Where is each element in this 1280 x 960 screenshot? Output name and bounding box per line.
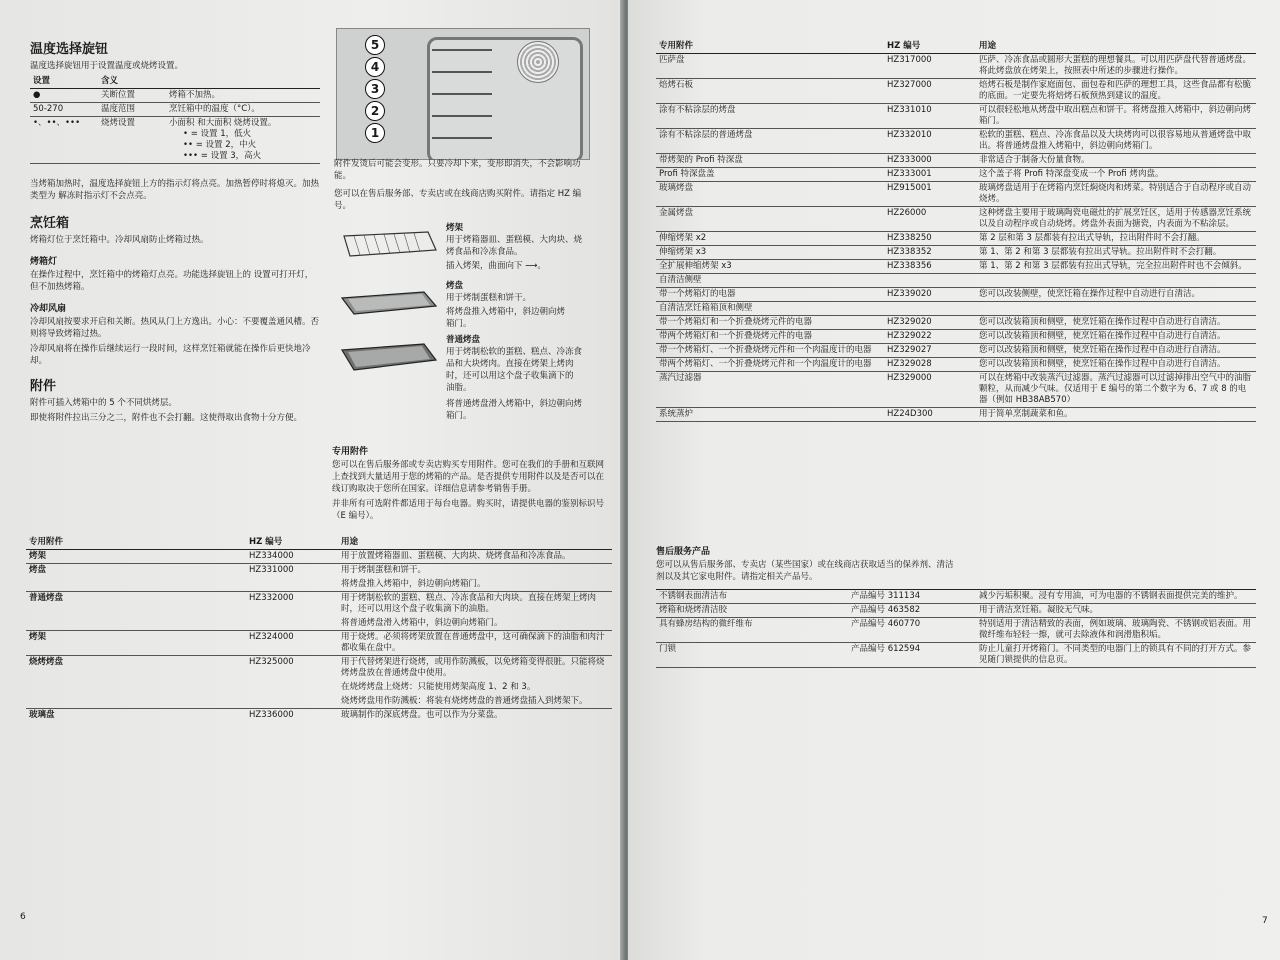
service-product-name: 具有蜂房结构的微纤维布 bbox=[656, 618, 848, 643]
accessory-name: 伸缩烤架 x2 bbox=[656, 232, 884, 246]
level-1-label: 1 bbox=[365, 123, 385, 143]
accessory-line: 时，还可以用这个盘子收集滴下的 bbox=[446, 371, 574, 381]
product-code: 产品编号 463582 bbox=[848, 604, 976, 618]
col-accessory: 专用附件 bbox=[656, 40, 884, 54]
use-line: 将普通烤盘滑入烤箱中，斜边朝向烤箱门。 bbox=[341, 618, 503, 628]
setting-desc: 烤箱不加热。 bbox=[166, 89, 320, 103]
hz-number: HZ332000 bbox=[246, 592, 338, 631]
accessory-universal-pan bbox=[446, 334, 596, 422]
accessory-name: 烤架 bbox=[26, 550, 246, 564]
col-use: 用途 bbox=[976, 40, 1256, 54]
accessory-use: 非常适合于制备大份量食物。 bbox=[976, 154, 1256, 168]
hz-number: HZ329028 bbox=[884, 358, 976, 372]
table-row bbox=[656, 358, 1256, 372]
temperature-intro: 温度选择旋钮用于设置温度或烧烤设置。 bbox=[30, 61, 184, 71]
accessory-name: 伸缩烤架 x3 bbox=[656, 246, 884, 260]
hz-number: HZ327000 bbox=[884, 79, 976, 104]
page-number-right: 7 bbox=[1262, 916, 1268, 926]
setting-desc bbox=[166, 117, 320, 164]
accessory-line: 油脂。 bbox=[446, 383, 472, 393]
accessory-name: 带一个烤箱灯、一个折叠烧烤元件和一个肉温度计的电器 bbox=[656, 344, 884, 358]
service-row bbox=[656, 590, 1256, 604]
accessory-name: 玻璃烤盘 bbox=[656, 182, 884, 207]
accessory-line: 箱门。 bbox=[446, 319, 472, 329]
table-row bbox=[656, 260, 1256, 274]
level-2-label: 2 bbox=[365, 101, 385, 121]
accessory-name: 涂有不粘涂层的普通烤盘 bbox=[656, 129, 884, 154]
setting-name: 烧烤设置 bbox=[98, 117, 166, 164]
lamp-text: 在操作过程中，烹饪箱中的烤箱灯点亮。功能选择旋钮上的 设置可打开灯，但不加热烤箱。 bbox=[30, 270, 314, 292]
accessory-line: 箱门。 bbox=[446, 411, 472, 421]
hz-number: HZ331000 bbox=[246, 564, 338, 592]
hz-number bbox=[884, 302, 976, 316]
accessory-use: 这个盖子将 Profi 特深盘变成一个 Profi 烤肉盘。 bbox=[976, 168, 1256, 182]
accessory-notes bbox=[334, 158, 590, 215]
temperature-note: 当烤箱加热时，温度选择旋钮上方的指示灯将点亮。加热暂停时将熄灭。加热类型为 解冻时指示灯不会点亮。 bbox=[30, 179, 320, 201]
table-row bbox=[26, 709, 612, 723]
table-row bbox=[26, 656, 612, 709]
table-row bbox=[656, 316, 1256, 330]
table-row bbox=[656, 182, 1256, 207]
product-code: 产品编号 460770 bbox=[848, 618, 976, 643]
level-4-label: 4 bbox=[365, 57, 385, 77]
hz-number: HZ333001 bbox=[884, 168, 976, 182]
buy-note: 您可以在售后服务部、专卖店或在线商店购买附件。请指定 HZ 编号。 bbox=[334, 189, 582, 211]
level-3-label: 3 bbox=[365, 79, 385, 99]
accessory-name: 匹萨盘 bbox=[656, 54, 884, 79]
accessory-use: 您可以改装箱顶和侧壁，使烹饪箱在操作过程中自动进行自清洁。 bbox=[976, 316, 1256, 330]
oven-levels-illustration bbox=[336, 28, 590, 160]
service-product-use: 减少污垢积聚。浸有专用油，可为电器的不锈钢表面提供完美的维护。 bbox=[976, 590, 1256, 604]
accessory-name: 普通烤盘 bbox=[26, 592, 246, 631]
service-title: 售后服务产品 bbox=[656, 547, 711, 557]
hz-number: HZ338356 bbox=[884, 260, 976, 274]
accessory-name: 带烤架的 Profi 特深盘 bbox=[656, 154, 884, 168]
right-accessory-table bbox=[656, 40, 1256, 422]
accessory-use: 松软的蛋糕、糕点、冷冻食品以及大块烤肉可以很容易地从普通烤盘中取出。将普通烤盘推入烤箱中，斜边朝向烤箱门。 bbox=[976, 129, 1256, 154]
table-row bbox=[656, 129, 1256, 154]
table-row bbox=[656, 274, 1256, 288]
hz-number: HZ339020 bbox=[884, 288, 976, 302]
grill-area-text: 小面积 和大面积 烧烤设置。 bbox=[169, 118, 277, 128]
service-section bbox=[656, 544, 1256, 668]
service-product-use: 防止儿童打开烤箱门。不同类型的电器门上的锁具有不同的打开方式。参见随门锁提供的信息页。 bbox=[976, 643, 1256, 668]
accessory-name: 系统蒸炉 bbox=[656, 408, 884, 422]
accessory-use: 玻璃制作的深底烤盘。也可以作为分菜盘。 bbox=[341, 710, 503, 720]
table-row bbox=[656, 168, 1256, 182]
hz-number bbox=[884, 274, 976, 288]
accessory-use: 您可以改装箱顶和侧壁，使烹饪箱在操作过程中自动进行自清洁。 bbox=[976, 330, 1256, 344]
setting-symbol: 50-270 bbox=[30, 103, 98, 117]
hz-number: HZ332010 bbox=[884, 129, 976, 154]
accessory-use: 您可以改装箱顶和侧壁，使烹饪箱在操作过程中自动进行自清洁。 bbox=[976, 344, 1256, 358]
table-row bbox=[656, 246, 1256, 260]
table-row bbox=[26, 564, 612, 592]
special-accessories-section bbox=[332, 436, 608, 525]
hz-number: HZ324000 bbox=[246, 631, 338, 656]
accessory-line: 用于烤制松软的蛋糕、糕点、冷冻食 bbox=[446, 347, 583, 357]
accessory-use: 第 1、第 2 和第 3 层都装有拉出式导轨，完全拉出附件时也不会倾斜。 bbox=[976, 260, 1256, 274]
accessory-line: 将烤盘推入烤箱中，斜边朝向烤 bbox=[446, 307, 566, 317]
accessory-line: 品和大块烤肉。直接在烤架上烤肉 bbox=[446, 359, 574, 369]
col-meaning: 含义 bbox=[98, 75, 320, 89]
table-row bbox=[656, 154, 1256, 168]
accessory-name: 烤架 bbox=[446, 223, 464, 233]
hz-number: HZ338352 bbox=[884, 246, 976, 260]
table-row bbox=[26, 592, 612, 631]
table-row bbox=[26, 631, 612, 656]
table-row bbox=[656, 330, 1256, 344]
accessory-use: 第 2 层和第 3 层都装有拉出式导轨，拉出附件时不会打翻。 bbox=[976, 232, 1256, 246]
hz-number: HZ24D300 bbox=[884, 408, 976, 422]
service-product-name: 不锈钢表面清洁布 bbox=[656, 590, 848, 604]
grill-level: • = 设置 1，低火 bbox=[183, 129, 252, 139]
accessory-name: 带一个烤箱灯和一个折叠烧烤元件的电器 bbox=[656, 316, 884, 330]
col-hz: HZ 编号 bbox=[246, 536, 338, 550]
accessory-name: 带一个烤箱灯的电器 bbox=[656, 288, 884, 302]
accessory-name: 自清洁烹饪箱箱顶和侧壁 bbox=[656, 302, 884, 316]
use-line: 在烧烤烤盘上烧烤：只能使用烤架高度 1、2 和 3。 bbox=[341, 682, 536, 692]
service-row bbox=[656, 618, 1256, 643]
hz-number: HZ915001 bbox=[884, 182, 976, 207]
table-row bbox=[30, 117, 320, 164]
left-page bbox=[0, 0, 624, 960]
accessory-name: 金属烤盘 bbox=[656, 207, 884, 232]
service-row bbox=[656, 604, 1256, 618]
cavity-intro: 烤箱灯位于烹饪箱中。冷却风扇防止烤箱过热。 bbox=[30, 235, 209, 245]
use-line: 用于烤制松软的蛋糕、糕点、冷冻食品和大肉块。直接在烤架上烤肉时，还可以用这个盘子收集滴下的油脂。 bbox=[341, 593, 597, 614]
col-hz: HZ 编号 bbox=[884, 40, 976, 54]
deform-note: 附件发烫后可能会变形。只要冷却下来，变形即消失，不会影响功能。 bbox=[334, 159, 581, 181]
setting-desc: 烹饪箱中的温度（°C）。 bbox=[166, 103, 320, 117]
accessory-use: 焙烤石板是制作家庭面包、面包卷和匹萨的理想工具，这些食品都有松脆的底面。一定要先将焙烤石板预热到建议的温度。 bbox=[976, 79, 1256, 104]
level-5-label: 5 bbox=[365, 35, 385, 55]
table-row bbox=[656, 232, 1256, 246]
table-row bbox=[656, 302, 1256, 316]
table-row bbox=[656, 288, 1256, 302]
accessory-use: 可以很轻松地从烤盘中取出糕点和饼干。将烤盘推入烤箱中，斜边朝向烤箱门。 bbox=[976, 104, 1256, 129]
col-use: 用途 bbox=[338, 536, 612, 550]
service-product-name: 门锁 bbox=[656, 643, 848, 668]
accessories-text-1: 附件可插入烤箱中的 5 个不同烘烤层。 bbox=[30, 398, 177, 408]
accessory-name: 玻璃盘 bbox=[29, 710, 55, 720]
baking-tray-image bbox=[336, 284, 440, 320]
accessory-name: 焙烤石板 bbox=[656, 79, 884, 104]
table-row bbox=[656, 372, 1256, 408]
accessory-use bbox=[338, 656, 612, 709]
accessory-use bbox=[338, 592, 612, 631]
grill-level: •• = 设置 2，中火 bbox=[183, 140, 257, 150]
special-accessories-title: 专用附件 bbox=[332, 447, 369, 457]
setting-name: 关断位置 bbox=[98, 89, 166, 103]
temperature-title: 温度选择旋钮 bbox=[30, 42, 109, 57]
accessory-use: 第 1、第 2 和第 3 层都装有拉出式导轨。拉出附件时不会打翻。 bbox=[976, 246, 1256, 260]
accessory-use bbox=[976, 302, 1256, 316]
service-product-name: 烤箱和烧烤清洁胶 bbox=[656, 604, 848, 618]
accessory-name: 带两个烤箱灯和一个折叠烧烤元件的电器 bbox=[656, 330, 884, 344]
accessory-name: 普通烤盘 bbox=[446, 335, 481, 345]
accessory-use: 可以在烤箱中改装蒸汽过滤器。蒸汽过滤器可以过滤掉排出空气中的油脂颗粒，从而减少气味。仅适用于 E 编号的第二个数字为 6、7 或 8 的电器（例如 HB38AB570） bbox=[976, 372, 1256, 408]
table-row bbox=[656, 104, 1256, 129]
accessory-use: 匹萨、冷冻食品或圆形大蛋糕的理想餐具。可以用匹萨盘代替普通烤盘。将此烤盘放在烤架上，按照表中所述的步骤进行操作。 bbox=[976, 54, 1256, 79]
grill-level: ••• = 设置 3，高火 bbox=[183, 151, 262, 161]
accessory-name: 烤架 bbox=[26, 631, 246, 656]
col-accessory: 专用附件 bbox=[26, 536, 246, 550]
accessory-use: 您可以改装箱顶和侧壁，使烹饪箱在操作过程中自动进行自清洁。 bbox=[976, 358, 1256, 372]
table-row bbox=[656, 54, 1256, 79]
hz-number: HZ334000 bbox=[246, 550, 338, 564]
accessory-name: 自清洁侧壁 bbox=[656, 274, 884, 288]
table-row bbox=[656, 344, 1256, 358]
setting-symbol: ● bbox=[30, 89, 98, 103]
hz-number: HZ26000 bbox=[884, 207, 976, 232]
hz-number: HZ325000 bbox=[246, 656, 338, 709]
hz-number: HZ329022 bbox=[884, 330, 976, 344]
universal-pan-image bbox=[336, 338, 440, 374]
hz-number: HZ329000 bbox=[884, 372, 976, 408]
wire-rack-image bbox=[336, 226, 440, 262]
hz-number: HZ331010 bbox=[884, 104, 976, 129]
accessories-text-2: 即使将附件拉出三分之二，附件也不会打翻。这使得取出食物十分方便。 bbox=[30, 413, 303, 423]
accessory-name: 烧烤烤盘 bbox=[26, 656, 246, 709]
use-line: 用于烤制蛋糕和饼干。 bbox=[341, 565, 427, 575]
accessory-line: 烤食品和冷冻食品。 bbox=[446, 247, 523, 257]
accessory-line: 将普通烤盘滑入烤箱中，斜边朝向烤 bbox=[446, 399, 583, 409]
lamp-title: 烤箱灯 bbox=[30, 257, 58, 267]
table-row bbox=[656, 79, 1256, 104]
table-row bbox=[656, 408, 1256, 422]
fan-text-1: 冷却风扇按要求开启和关断。热风从门上方逸出。小心：不要覆盖通风槽。否则将导致烤箱过热。 bbox=[30, 317, 320, 339]
table-row bbox=[30, 89, 320, 103]
accessory-use: 您可以改装侧壁，使烹饪箱在操作过程中自动进行自清洁。 bbox=[976, 288, 1256, 302]
accessory-line: 用于烤制蛋糕和饼干。 bbox=[446, 293, 532, 303]
accessory-rack bbox=[446, 222, 596, 272]
accessory-name: 带两个烤箱灯、一个折叠烧烤元件和一个肉温度计的电器 bbox=[656, 358, 884, 372]
right-page bbox=[628, 0, 1280, 960]
accessories-title: 附件 bbox=[30, 379, 57, 394]
table-row bbox=[30, 103, 320, 117]
accessory-use bbox=[976, 274, 1256, 288]
accessory-name: 蒸汽过滤器 bbox=[656, 372, 884, 408]
accessory-use: 玻璃烤盘适用于在烤箱内烹饪焖烧肉和烤菜。特别适合于自动程序或自动烧烤。 bbox=[976, 182, 1256, 207]
accessory-tray bbox=[446, 280, 596, 330]
accessory-name: 烤盘 bbox=[26, 564, 246, 592]
accessory-name: Profi 特深盘盖 bbox=[656, 168, 884, 182]
fan-text-2: 冷却风扇将在操作后继续运行一段时间，这样烹饪箱就能在操作后更快地冷却。 bbox=[30, 344, 311, 366]
hz-number: HZ329027 bbox=[884, 344, 976, 358]
accessory-name: 全扩展伸缩烤架 x3 bbox=[656, 260, 884, 274]
hz-number: HZ329020 bbox=[884, 316, 976, 330]
product-code: 产品编号 311134 bbox=[848, 590, 976, 604]
service-product-use: 用于清洁烹饪箱。凝胶无气味。 bbox=[976, 604, 1256, 618]
cavity-title: 烹饪箱 bbox=[30, 216, 70, 231]
use-line: 烧烤烤盘用作防溅板：将装有烧烤烤盘的普通烤盘插入到烤架下。 bbox=[341, 696, 588, 706]
table-row bbox=[26, 550, 612, 564]
temperature-table bbox=[30, 75, 320, 164]
hz-number: HZ317000 bbox=[884, 54, 976, 79]
accessory-use: 用于烧烤。必须将烤架放置在普通烤盘中，这可确保滴下的油脂和肉汁都收集在盘中。 bbox=[338, 631, 612, 656]
special-text-2: 并非所有可选附件都适用于每台电器。购买时，请提供电器的鉴别标识号（E 编号）。 bbox=[332, 499, 605, 521]
setting-name: 温度范围 bbox=[98, 103, 166, 117]
table-row bbox=[656, 207, 1256, 232]
product-code: 产品编号 612594 bbox=[848, 643, 976, 668]
service-row bbox=[656, 643, 1256, 668]
accessory-use bbox=[338, 564, 612, 592]
fan-title: 冷却风扇 bbox=[30, 304, 67, 314]
col-setting: 设置 bbox=[30, 75, 98, 89]
accessory-use: 用于简单烹制蔬菜和鱼。 bbox=[976, 408, 1256, 422]
accessory-use: 用于放置烤箱器皿、蛋糕模、大肉块、烧烤食品和冷冻食品。 bbox=[338, 550, 612, 564]
special-text-1: 您可以在售后服务部或专卖店购买专用附件。您可在我们的手册和互联网上查找到大量适用于您的烤箱的产品。是否提供专用附件以及是否可以在线订购取决于您所在国家。详细信息请参考销售手册。 bbox=[332, 460, 605, 494]
temperature-section bbox=[30, 38, 320, 427]
accessory-line: 用于烤箱器皿、蛋糕模、大肉块、烧 bbox=[446, 235, 583, 245]
use-line: 将烤盘推入烤箱中，斜边朝向烤箱门。 bbox=[341, 579, 486, 589]
accessory-line: 插入烤架，曲面向下 ⟶。 bbox=[446, 261, 546, 271]
service-text: 您可以从售后服务部、专卖店（某些国家）或在线商店获取适当的保养剂、清洁剂以及其它家电附件。请指定相关产品号。 bbox=[656, 560, 954, 582]
left-accessory-table bbox=[26, 536, 612, 722]
setting-symbol: •、••、••• bbox=[30, 117, 98, 164]
accessory-name: 涂有不粘涂层的烤盘 bbox=[656, 104, 884, 129]
accessory-use: 这种烤盘主要用于玻璃陶瓷电磁灶的扩展烹饪区，适用于传感器烹饪系统以及自动程序或自动烧烤。烤盘外表面为搪瓷，内表面为不粘涂层。 bbox=[976, 207, 1256, 232]
accessory-name: 烤盘 bbox=[446, 281, 464, 291]
hz-number: HZ333000 bbox=[884, 154, 976, 168]
page-number-left: 6 bbox=[20, 912, 26, 922]
service-product-use: 特别适用于清洁精致的表面，例如玻璃、玻璃陶瓷、不锈钢或铝表面。用微纤维布轻轻一擦，就可去除液体和润滑脂积垢。 bbox=[976, 618, 1256, 643]
hz-number: HZ336000 bbox=[249, 710, 294, 720]
use-line: 用于代替烤架进行烧烤，或用作防溅板，以免烤箱变得很脏。只能将烧烤烤盘放在普通烤盘中使用。 bbox=[341, 657, 605, 678]
hz-number: HZ338250 bbox=[884, 232, 976, 246]
